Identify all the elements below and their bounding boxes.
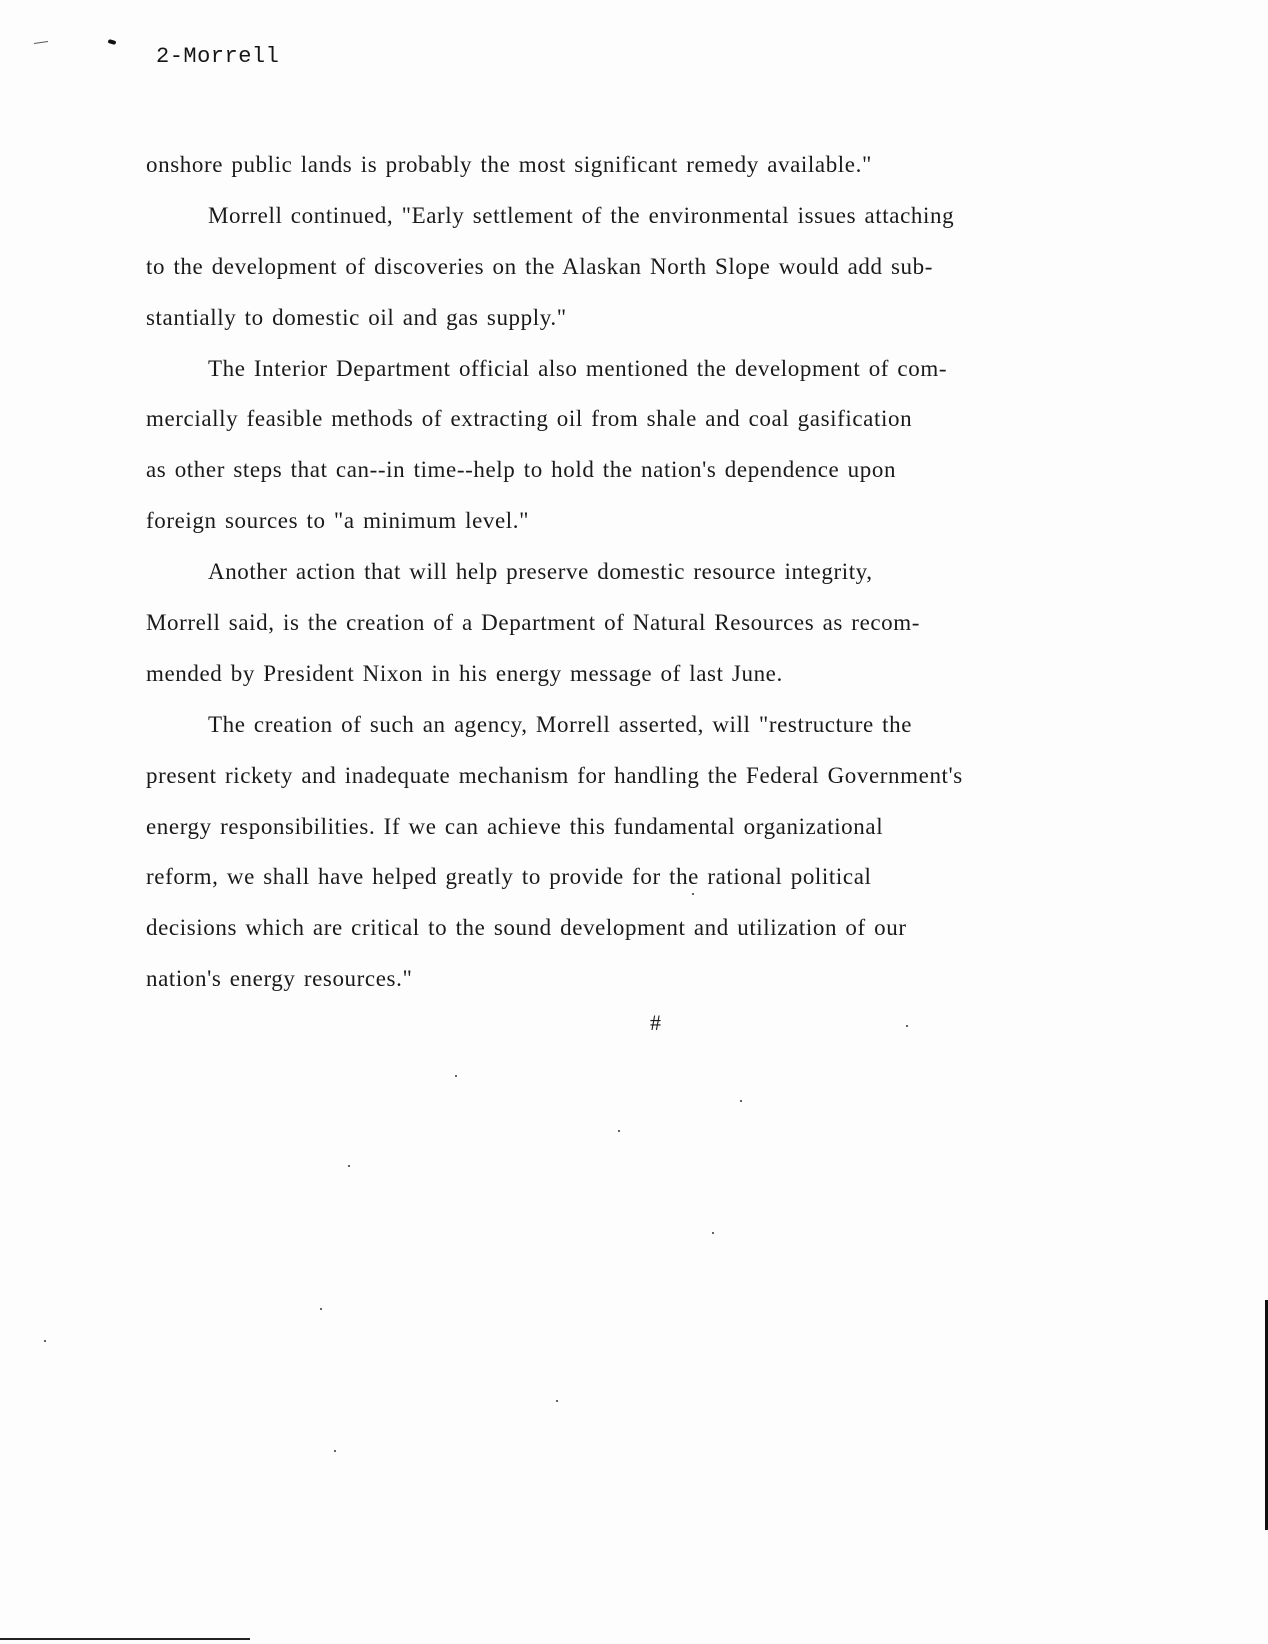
- scan-speck: [740, 1100, 742, 1102]
- text-line: stantially to domestic oil and gas supply.": [146, 304, 567, 330]
- scan-speck: [320, 1308, 322, 1310]
- scan-artifact: [34, 41, 48, 44]
- page-header: 2-Morrell: [156, 44, 280, 69]
- scan-speck: [556, 1400, 558, 1402]
- text-line: to the development of discoveries on the Alaskan North Slope would add sub-: [146, 253, 933, 279]
- end-mark: #: [650, 1010, 661, 1035]
- scan-speck: [618, 1130, 620, 1132]
- scan-speck: [692, 893, 694, 895]
- text-line: Another action that will help preserve domestic resource integrity,: [208, 559, 873, 585]
- scan-bottom-line: [0, 1638, 250, 1640]
- text-line: The Interior Department official also mentioned the development of com-: [208, 355, 948, 381]
- scan-speck: [455, 1075, 457, 1077]
- text-line: as other steps that can--in time--help to hold the nation's dependence upon: [146, 457, 897, 483]
- text-line: present rickety and inadequate mechanism for handling the Federal Government's: [146, 762, 963, 788]
- scan-speck: [712, 1232, 714, 1234]
- scan-speck: [906, 1025, 908, 1027]
- text-line: mended by President Nixon in his energy message of last June.: [146, 660, 783, 686]
- body-text: [146, 140, 1176, 1005]
- text-line: decisions which are critical to the sound development and utilization of our: [146, 915, 907, 941]
- scan-speck: [348, 1165, 350, 1167]
- text-line: mercially feasible methods of extracting oil from shale and coal gasification: [146, 406, 913, 432]
- text-line: foreign sources to "a minimum level.": [146, 508, 530, 534]
- scan-speck: [44, 1340, 46, 1342]
- text-line: onshore public lands is probably the most significant remedy available.": [146, 152, 872, 177]
- text-line: Morrell said, is the creation of a Department of Natural Resources as recom-: [146, 610, 921, 636]
- text-line: energy responsibilities. If we can achieve this fundamental organizational: [146, 813, 884, 839]
- text-line: Morrell continued, "Early settlement of the environmental issues attaching: [208, 202, 955, 228]
- text-line: nation's energy resources.": [146, 966, 413, 992]
- text-line: The creation of such an agency, Morrell asserted, will "restructure the: [208, 711, 913, 737]
- scan-speck: [334, 1450, 336, 1452]
- scan-artifact: [108, 39, 117, 45]
- text-line: reform, we shall have helped greatly to provide for the rational political: [146, 864, 872, 890]
